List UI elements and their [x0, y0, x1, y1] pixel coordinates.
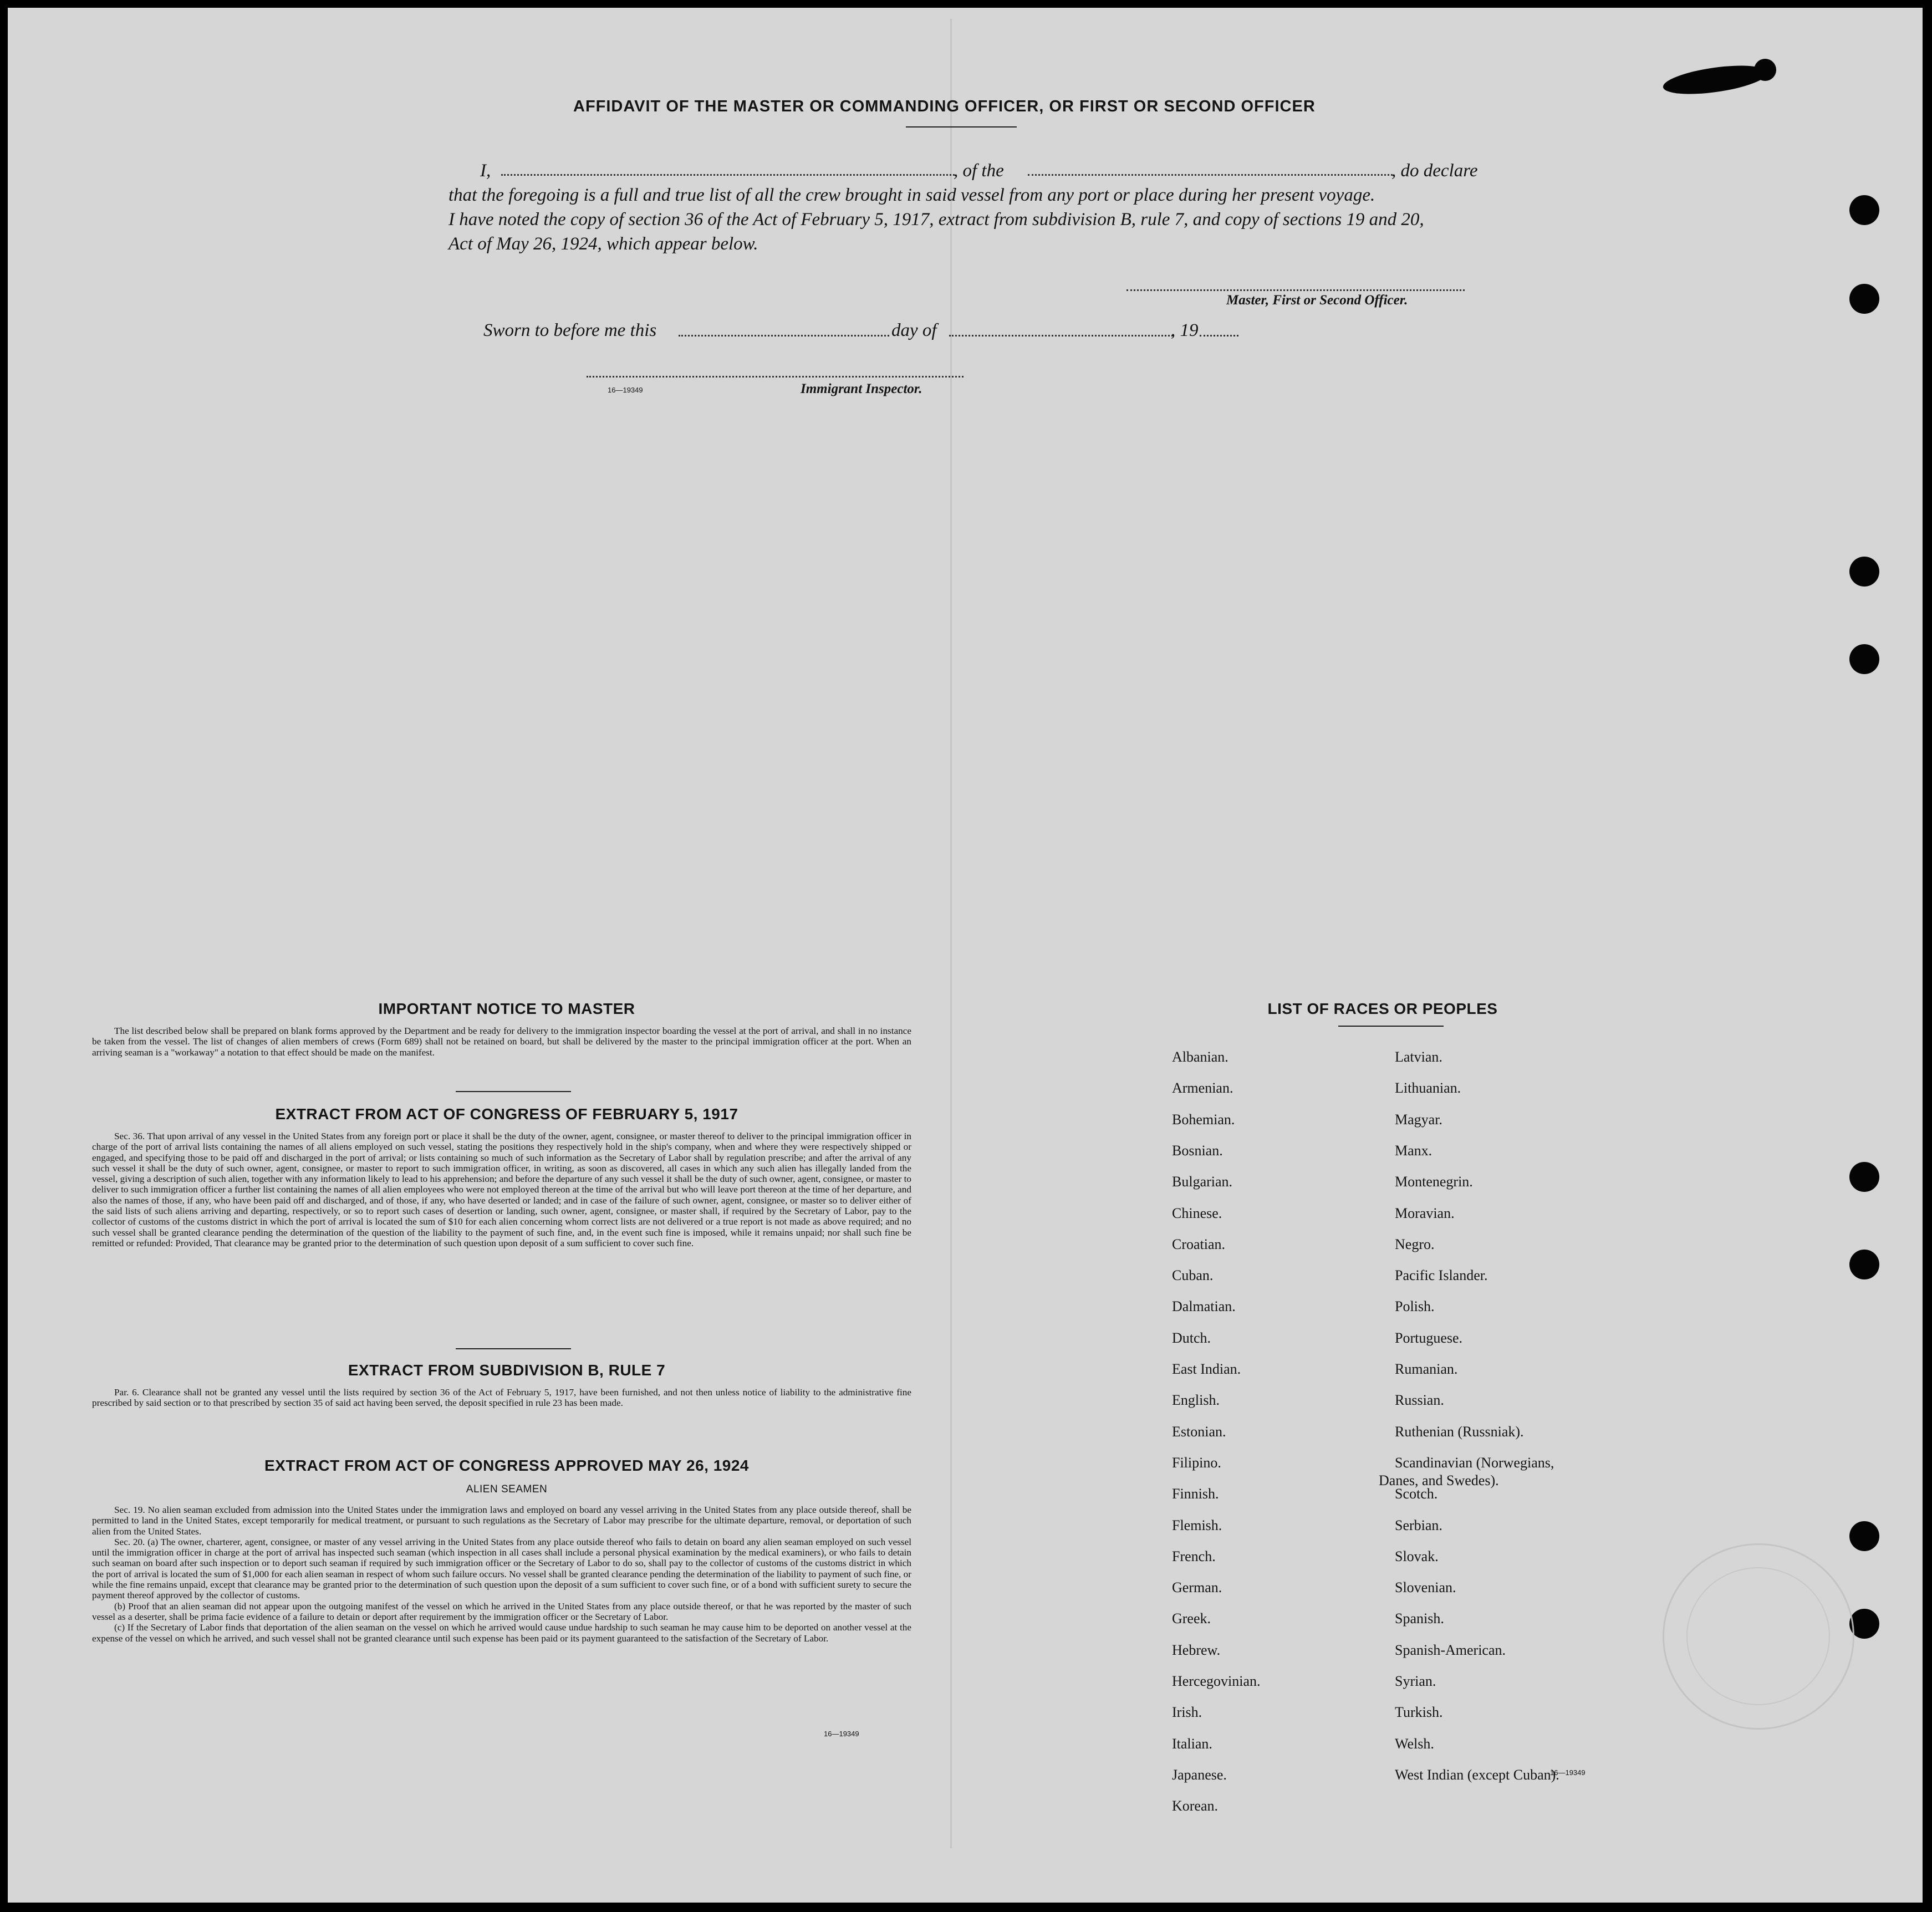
race-item: Bohemian.: [1172, 1111, 1235, 1128]
race-item: Turkish.: [1395, 1704, 1443, 1721]
punch-hole: [1849, 1521, 1879, 1551]
race-item: Welsh.: [1395, 1735, 1434, 1752]
affidavit-line-2: that the foregoing is a full and true list of all the crew brought in said vessel from any port or place during her present voyage.: [448, 185, 1375, 205]
race-item: Slovenian.: [1395, 1579, 1456, 1596]
extract-1917-body: Sec. 36. That upon arrival of any vessel in the United States from any foreign port or place it shall be the duty of the owner, agent, consignee, or master thereof to deliver to the principal immigration officer in charge of the port of arrival lists containing the names of all aliens employed on such vessel, stating the positions they respectively hold in the ship's company, when and where they were respectively shipped or engaged, and specifying those to be paid off and discharged in the port of arrival; or lists containing so much of such information as the Secretary of Labor shall by regulation prescribe; and after the arrival of any such vessel it shall be the duty of such owner, agent, consignee, or master to report to such immigration officer, in writing, as soon as discovered, all cases in which any such alien has illegally landed from the vessel, giving a description of such alien, together with any information likely to lead to his apprehension; and before the departure of any such vessel it shall be the duty of such owner, agent, consignee, or master to deliver to such immigration officer a further list containing the names of all alien employees who were not employed thereon at the time of the arrival but who will leave port thereon at the time of her departure, and also the names of those, if any, who have been paid off and discharged, and of those, if any, who have deserted or landed; and in case of the failure of such owner, agent, consignee, or master so to deliver either of the said lists of such aliens arriving and departing, respectively, or so to report such cases of desertion or landing, such owner, agent, consignee, or master shall, if required by the Secretary of Labor, pay to the collector of customs of the customs district in which the port of arrival is located the sum of $10 for each alien concerning whom correct lists are not delivered or a true report is not made as above required; and no such vessel shall be granted clearance pending the determination of the question of the liability to the payment of such fine, and, in the event such fine is imposed, while it remains unpaid; nor shall such fine be remitted or refunded: Provided, That clearance may be granted prior to the determination of such question upon deposit of a sum sufficient to cover such fine.: [92, 1131, 911, 1248]
extract-1924-title: EXTRACT FROM ACT OF CONGRESS APPROVED MAY 26, 1924: [264, 1457, 749, 1474]
race-item: Irish.: [1172, 1704, 1202, 1721]
notice-body: The list described below shall be prepared on blank forms approved by the Department and be ready for delivery to the immigration inspector boarding the vessel at the port of arrival, and shall in no instance be taken from the vessel. The list of changes of alien members of crews (Form 689) shall not be retained on board, but shall be delivered by the master to the principal immigration officer at the port. When an arriving seaman is a "workaway" a notation to that effect should be made on the manifest.: [92, 1026, 911, 1058]
race-item: Armenian.: [1172, 1080, 1233, 1097]
sec-20a: Sec. 20. (a) The owner, charterer, agent, consignee, or master of any vessel arriving in the United States from any place outside thereof who fails to detain on board any alien seaman employed on such vessel until the immigration officer in charge at the port of arrival has inspected such seaman (which inspection in all cases shall include a personal physical examination by the medical examiners), or who fails to detain such seaman on board after such inspection or to deport such seaman if required by such immigration officer or the Secretary of Labor to do so, shall pay to the collector of customs of the customs district in which the port of arrival is located the sum of $1,000 for each alien seaman in respect of whom such failure occurs. No vessel shall be granted clearance pending the determination of the liability to payment of such fine, or while the fine remains unpaid, except that clearance may be granted prior to the determination of such question upon the deposit of a sum sufficient to cover such fine, or of a bond with sufficient surety to secure the payment thereof approved by the collector of customs.: [92, 1536, 911, 1601]
sec-20b: (b) Proof that an alien seaman did not appear upon the outgoing manifest of the vessel on which he arrived in the United States from any place outside thereof, or that he was reported by the master of such vessel as a deserter, shall be prima facie evidence of a failure to detain or deport after requirement by the immigration officer or the Secretary of Labor.: [92, 1600, 911, 1622]
embossed-seal: [1663, 1543, 1854, 1730]
race-item: Chinese.: [1172, 1205, 1222, 1221]
form-number: 16—19349: [824, 1730, 859, 1738]
race-item: Pacific Islander.: [1395, 1267, 1488, 1284]
races-title-rule: [1338, 1026, 1444, 1027]
punch-hole: [1849, 644, 1879, 674]
race-item: Magyar.: [1395, 1111, 1442, 1128]
race-item: Finnish.: [1172, 1486, 1219, 1502]
race-item: Scotch.: [1395, 1486, 1438, 1502]
day-blank: [679, 335, 889, 336]
notice-title: IMPORTANT NOTICE TO MASTER: [378, 1000, 635, 1017]
race-item: Syrian.: [1395, 1673, 1436, 1689]
month-blank: [949, 335, 1173, 336]
section-rule: [456, 1348, 571, 1349]
section-rule: [456, 1091, 571, 1092]
race-item: Croatian.: [1172, 1236, 1226, 1252]
punch-hole: [1849, 195, 1879, 225]
sec-19: Sec. 19. No alien seaman excluded from admission into the United States under the immigration laws and employed on board any vessel arriving in the United States from any place outside thereof, shall be permitted to land in the United States, except temporarily for medical treatment, or pursuant to such regulations as the Secretary of Labor may prescribe for the ultimate departure, removal, or deportation of such alien from the United States.: [92, 1505, 911, 1537]
day-of-label: day of: [891, 320, 937, 340]
ink-smudge: [1754, 59, 1776, 81]
inspector-caption: Immigrant Inspector.: [801, 381, 922, 396]
title-rule: [906, 126, 1017, 128]
document-page: [8, 8, 1923, 1903]
races-title: LIST OF RACES OR PEOPLES: [1267, 1000, 1498, 1017]
race-item: Portuguese.: [1395, 1329, 1463, 1346]
extract-1924-body: [92, 1505, 911, 1644]
race-item: Hercegovinian.: [1172, 1673, 1261, 1689]
race-item: Japanese.: [1172, 1766, 1227, 1783]
affidavit-title: AFFIDAVIT OF THE MASTER OR COMMANDING OFFICER, OR FIRST OR SECOND OFFICER: [573, 98, 1316, 115]
form-number: 16—19349: [1550, 1768, 1586, 1777]
race-item: Latvian.: [1395, 1049, 1442, 1065]
race-item: Flemish.: [1172, 1517, 1222, 1533]
page-fold-line: [950, 19, 952, 1848]
race-item: Danes, and Swedes).: [1379, 1472, 1499, 1488]
affidavit-line-3: I have noted the copy of section 36 of the Act of February 5, 1917, extract from subdivision B, rule 7, and copy of sections 19 and 20,: [448, 210, 1424, 230]
extract-rule7-body: Par. 6. Clearance shall not be granted any vessel until the lists required by section 36 of the Act of February 5, 1917, have been furnished, and not then unless notice of liability to the administrative fine prescribed by said section or to that prescribed by section 35 of said act having been served, the deposit specified in rule 23 has been made.: [92, 1387, 911, 1409]
race-item: Scandinavian (Norwegians,: [1395, 1454, 1554, 1471]
race-item: Cuban.: [1172, 1267, 1214, 1284]
vessel-blank: [1028, 174, 1393, 176]
race-item: Greek.: [1172, 1610, 1211, 1627]
race-item: West Indian (except Cuban).: [1395, 1766, 1559, 1783]
race-item: Italian.: [1172, 1735, 1212, 1752]
alien-seamen-subtitle: ALIEN SEAMEN: [466, 1483, 548, 1495]
race-item: Dutch.: [1172, 1329, 1211, 1346]
affidavit-line-4: Act of May 26, 1924, which appear below.: [448, 234, 758, 254]
race-item: French.: [1172, 1548, 1216, 1564]
race-item: Moravian.: [1395, 1205, 1455, 1221]
race-item: Hebrew.: [1172, 1641, 1221, 1658]
extract-rule7-title: EXTRACT FROM SUBDIVISION B, RULE 7: [348, 1362, 666, 1379]
punch-hole: [1849, 1250, 1879, 1279]
race-item: East Indian.: [1172, 1361, 1241, 1377]
race-item: Polish.: [1395, 1298, 1435, 1315]
race-item: Spanish.: [1395, 1610, 1444, 1627]
year-label: , 19: [1171, 320, 1199, 340]
sworn-label: Sworn to before me this: [483, 320, 657, 340]
signature-line: [1126, 289, 1465, 291]
ink-smudge: [1661, 60, 1769, 99]
year-blank: [1200, 335, 1238, 336]
race-item: Bulgarian.: [1172, 1174, 1233, 1190]
punch-hole: [1849, 1162, 1879, 1192]
affidavit-i-label: I,: [480, 161, 491, 181]
race-item: Bosnian.: [1172, 1142, 1223, 1159]
affidavit-of-the-label: , of the: [954, 161, 1004, 181]
race-item: Slovak.: [1395, 1548, 1439, 1564]
race-item: Korean.: [1172, 1798, 1219, 1814]
punch-hole: [1849, 284, 1879, 314]
race-item: Negro.: [1395, 1236, 1435, 1252]
race-item: Albanian.: [1172, 1049, 1228, 1065]
race-item: Ruthenian (Russniak).: [1395, 1423, 1524, 1440]
race-item: Dalmatian.: [1172, 1298, 1236, 1315]
race-item: Montenegrin.: [1395, 1174, 1473, 1190]
affidavit-declare-label: , do declare: [1391, 161, 1478, 181]
inspector-signature-line: [587, 376, 964, 378]
punch-hole: [1849, 557, 1879, 587]
race-item: Filipino.: [1172, 1454, 1221, 1471]
race-item: Estonian.: [1172, 1423, 1226, 1440]
race-item: Manx.: [1395, 1142, 1433, 1159]
race-item: Rumanian.: [1395, 1361, 1458, 1377]
extract-1917-title: EXTRACT FROM ACT OF CONGRESS OF FEBRUARY 5, 1917: [275, 1105, 738, 1123]
race-item: Serbian.: [1395, 1517, 1442, 1533]
form-number: 16—19349: [608, 386, 643, 394]
race-item: Lithuanian.: [1395, 1080, 1461, 1097]
signature-caption: Master, First or Second Officer.: [1226, 293, 1408, 308]
race-item: German.: [1172, 1579, 1222, 1596]
race-item: Russian.: [1395, 1392, 1444, 1409]
sec-20c: (c) If the Secretary of Labor finds that deportation of the alien seaman on the vessel on which he arrived would cause undue hardship to such seaman he may cause him to be deported on another vessel at the expense of the vessel on which he arrived, and such vessel shall not be granted clearance until such expense has been paid or its payment guaranteed to the satisfaction of the Secretary of Labor.: [92, 1622, 911, 1644]
race-item: English.: [1172, 1392, 1220, 1409]
race-item: Spanish-American.: [1395, 1641, 1506, 1658]
name-blank: [501, 174, 955, 176]
